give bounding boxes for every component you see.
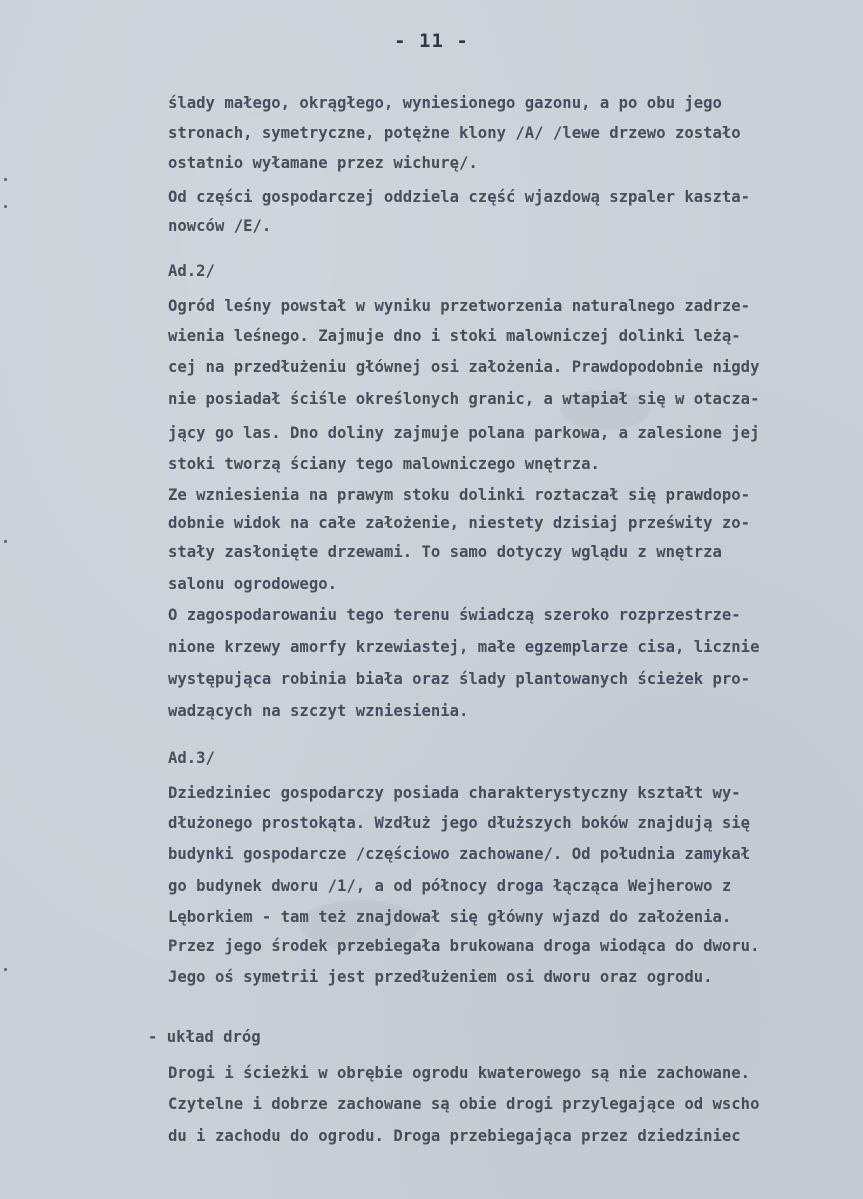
page-number: - 11 - xyxy=(394,30,469,52)
text-line: O zagospodarowaniu tego terenu świadczą szeroko rozprzestrze- xyxy=(168,606,741,624)
text-line: dobnie widok na całe założenie, niestety dzisiaj prześwity zo- xyxy=(168,514,751,532)
text-line: nie posiadał ściśle określonych granic, a wtapiał się w otacza- xyxy=(168,390,760,408)
margin-mark xyxy=(4,540,7,543)
text-line: Ze wzniesienia na prawym stoku dolinki roztaczał się prawdopo- xyxy=(168,486,751,504)
text-line: salonu ogrodowego. xyxy=(168,575,337,593)
text-line: występująca robinia biała oraz ślady plantowanych ścieżek pro- xyxy=(168,670,751,688)
section-heading: Ad.2/ xyxy=(168,262,215,280)
text-line: wadzących na szczyt wzniesienia. xyxy=(168,702,469,720)
text-line: Przez jego środek przebiegała brukowana droga wiodąca do dworu. xyxy=(168,937,760,955)
section-heading: - układ dróg xyxy=(148,1028,261,1046)
text-line: Jego oś symetrii jest przedłużeniem osi dworu oraz ogrodu. xyxy=(168,968,713,986)
text-line: nowców /E/. xyxy=(168,217,272,235)
text-line: Ogród leśny powstał w wyniku przetworzenia naturalnego zadrze- xyxy=(168,297,751,315)
section-heading: Ad.3/ xyxy=(168,749,215,767)
text-line: go budynek dworu /1/, a od północy droga łącząca Wejherowo z xyxy=(168,877,732,895)
text-line: Czytelne i dobrze zachowane są obie drogi przylegające od wscho xyxy=(168,1095,760,1113)
text-line: wienia leśnego. Zajmuje dno i stoki malowniczej dolinki leżą- xyxy=(168,327,741,345)
text-line: jący go las. Dno doliny zajmuje polana parkowa, a zalesione jej xyxy=(168,424,760,442)
text-line: budynki gospodarcze /częściowo zachowane/. Od południa zamykał xyxy=(168,845,751,863)
text-line: du i zachodu do ogrodu. Droga przebiegająca przez dziedziniec xyxy=(168,1127,741,1145)
text-line: stały zasłonięte drzewami. To samo dotyczy wglądu z wnętrza xyxy=(168,543,722,561)
margin-mark xyxy=(4,205,7,208)
text-line: cej na przedłużeniu głównej osi założenia. Prawdopodobnie nigdy xyxy=(168,358,760,376)
text-line: Lęborkiem - tam też znajdował się główny wjazd do założenia. xyxy=(168,908,732,926)
text-line: stoki tworzą ściany tego malowniczego wnętrza. xyxy=(168,455,600,473)
text-line: Od części gospodarczej oddziela część wjazdową szpaler kaszta- xyxy=(168,188,751,206)
text-line: dłużonego prostokąta. Wzdłuż jego dłuższych boków znajdują się xyxy=(168,814,751,832)
text-line: Drogi i ścieżki w obrębie ogrodu kwaterowego są nie zachowane. xyxy=(168,1064,751,1082)
text-line: ostatnio wyłamane przez wichurę/. xyxy=(168,154,478,172)
text-line: nione krzewy amorfy krzewiastej, małe egzemplarze cisa, licznie xyxy=(168,638,760,656)
text-line: Dziedziniec gospodarczy posiada charakterystyczny kształt wy- xyxy=(168,784,741,802)
margin-mark xyxy=(4,178,7,181)
text-line: ślady małego, okrągłego, wyniesionego gazonu, a po obu jego xyxy=(168,94,722,112)
text-line: stronach, symetryczne, potężne klony /A/ /lewe drzewo zostało xyxy=(168,124,741,142)
margin-mark xyxy=(4,968,7,971)
